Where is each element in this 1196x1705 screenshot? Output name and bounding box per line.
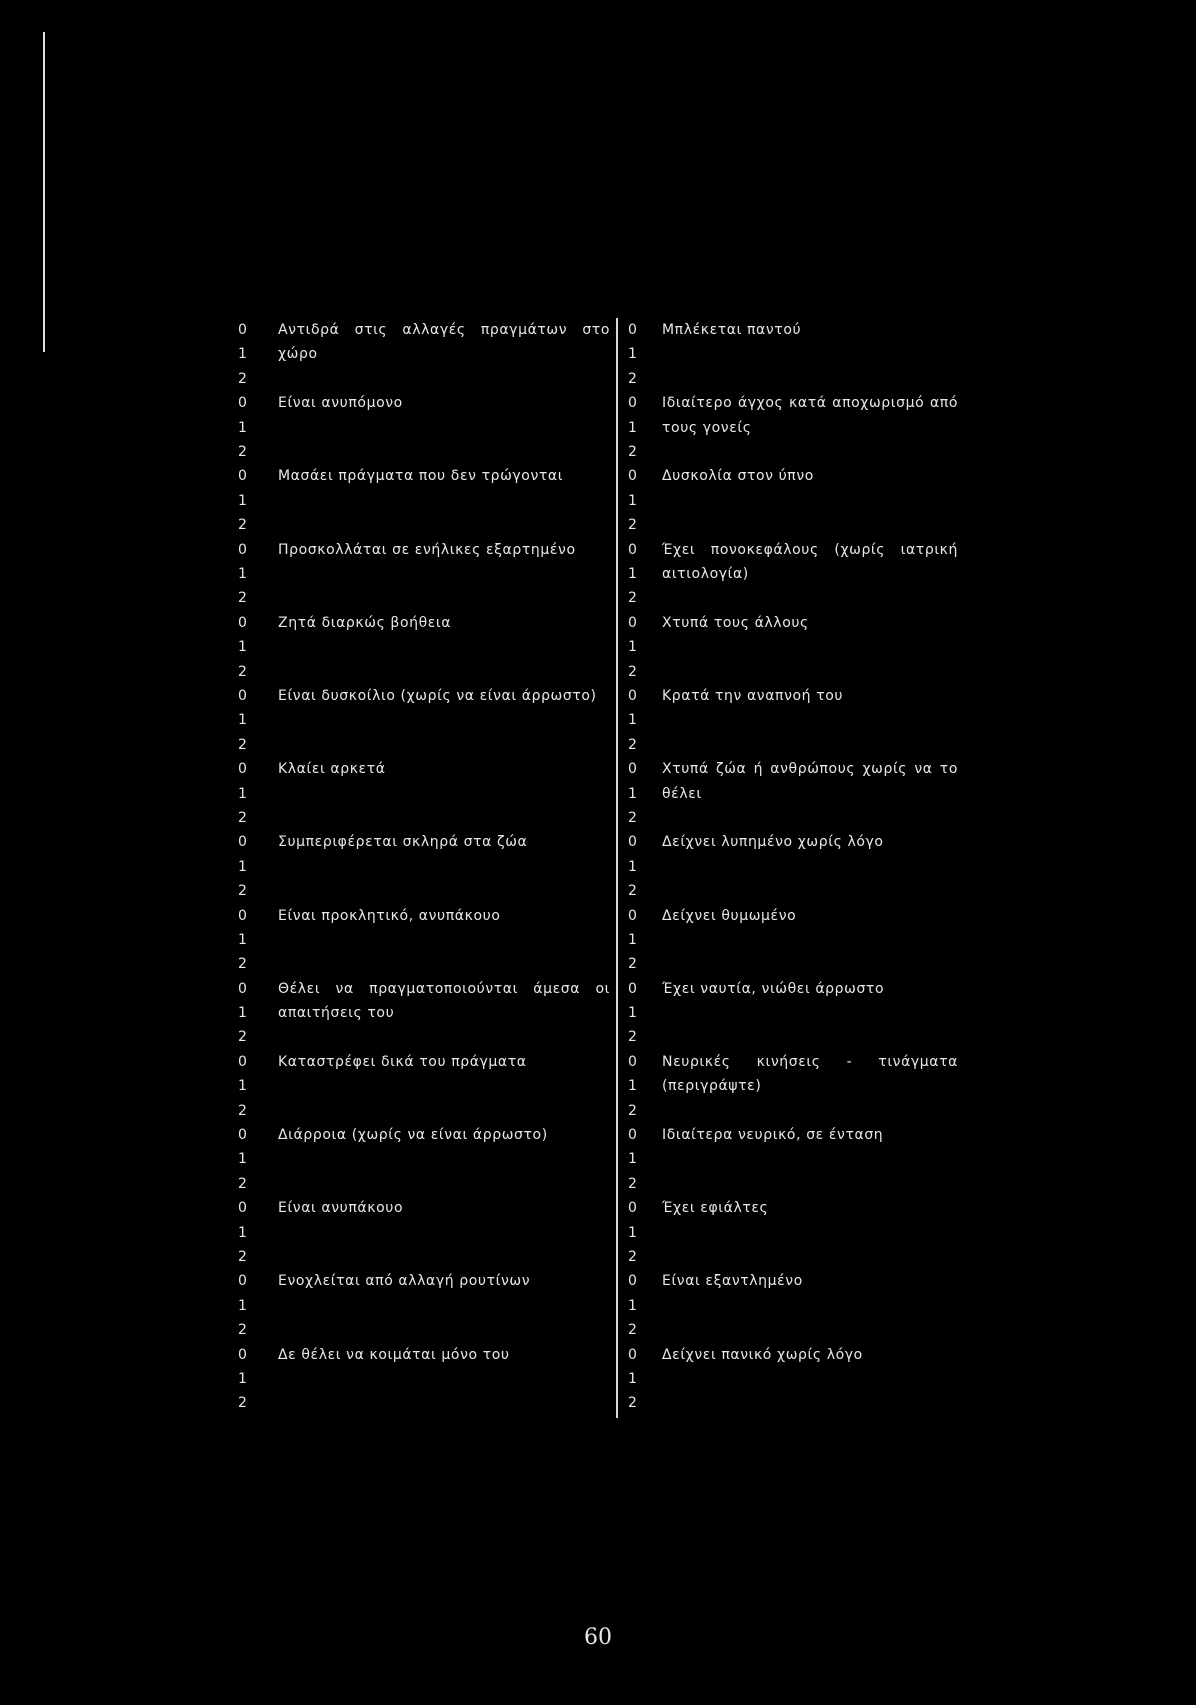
rating-option-0: 0: [628, 1273, 637, 1290]
rating-option-2: 2: [628, 663, 637, 680]
rating-option-1: 1: [238, 565, 247, 582]
rating-option-0: 0: [238, 907, 247, 924]
item-text: Χτυπά τους άλλους: [662, 614, 809, 631]
item-text: Θέλει να πραγματοποιούνται άμεσα οι απαιτήσεις του: [278, 980, 610, 1022]
rating-option-0: 0: [628, 468, 637, 485]
rating-option-1: 1: [238, 931, 247, 948]
rating-option-2: 2: [238, 663, 247, 680]
item-text: Είναι εξαντλημένο: [662, 1273, 803, 1290]
scan-edge-line: [43, 32, 45, 352]
checklist-item: [628, 1269, 958, 1342]
rating-scale: [628, 464, 648, 537]
item-text: Συμπεριφέρεται σκληρά στα ζώα: [278, 834, 528, 851]
rating-option-0: 0: [628, 1200, 637, 1217]
rating-scale: [628, 318, 648, 391]
rating-option-1: 1: [628, 1371, 637, 1388]
rating-option-1: 1: [628, 1005, 637, 1022]
item-text: Δείχνει θυμωμένο: [662, 907, 797, 924]
item-text: Έχει πονοκεφάλους (χωρίς ιατρική αιτιολογία): [662, 541, 958, 582]
checklist-item: [238, 757, 610, 830]
item-text: Διάρροια (χωρίς να είναι άρρωστο): [278, 1127, 548, 1144]
rating-option-1: 1: [238, 785, 247, 802]
rating-scale: [238, 391, 258, 464]
rating-scale: [238, 684, 258, 757]
rating-option-0: 0: [628, 322, 637, 338]
rating-option-2: 2: [628, 1102, 637, 1119]
rating-option-1: 1: [238, 346, 247, 363]
checklist-item: [238, 1050, 610, 1123]
checklist-item: [628, 1343, 958, 1416]
item-text: Έχει εφιάλτες: [662, 1200, 769, 1217]
right-column: [628, 318, 958, 1416]
rating-option-2: 2: [238, 1175, 247, 1192]
rating-option-1: 1: [238, 858, 247, 875]
rating-option-2: 2: [628, 517, 637, 534]
rating-option-1: 1: [238, 492, 247, 509]
rating-option-1: 1: [628, 785, 637, 802]
checklist-item: [628, 318, 958, 391]
rating-option-2: 2: [628, 1395, 637, 1412]
rating-option-0: 0: [628, 834, 637, 851]
rating-option-2: 2: [628, 883, 637, 900]
rating-scale: [238, 1343, 258, 1416]
checklist-item: [628, 1050, 958, 1123]
item-text: Δυσκολία στον ύπνο: [662, 468, 814, 485]
checklist-item: [238, 538, 610, 611]
rating-scale: [628, 904, 648, 977]
rating-scale: [628, 391, 648, 464]
rating-option-2: 2: [238, 956, 247, 973]
checklist-item: [628, 757, 958, 830]
rating-option-0: 0: [628, 761, 637, 778]
rating-option-0: 0: [628, 1127, 637, 1144]
rating-option-1: 1: [628, 1078, 637, 1095]
rating-option-2: 2: [628, 590, 637, 607]
rating-option-1: 1: [238, 712, 247, 729]
rating-scale: [628, 1196, 648, 1269]
rating-scale: [628, 1343, 648, 1416]
rating-scale: [238, 977, 258, 1050]
rating-option-0: 0: [628, 541, 637, 558]
rating-option-2: 2: [628, 1175, 637, 1192]
rating-option-1: 1: [628, 1297, 637, 1314]
rating-option-2: 2: [238, 736, 247, 753]
checklist-item: [628, 391, 958, 464]
rating-option-0: 0: [628, 1346, 637, 1363]
checklist-item: [628, 1123, 958, 1196]
rating-scale: [628, 977, 648, 1050]
rating-scale: [628, 684, 648, 757]
rating-option-2: 2: [628, 370, 637, 387]
checklist-item: [628, 977, 958, 1050]
item-text: Χτυπά ζώα ή ανθρώπους χωρίς να το θέλει: [662, 761, 958, 802]
item-text: Είναι ανυπόμονο: [278, 395, 403, 412]
item-text: Δείχνει πανικό χωρίς λόγο: [662, 1346, 863, 1363]
rating-option-0: 0: [238, 1127, 247, 1144]
item-text: Καταστρέφει δικά του πράγματα: [278, 1053, 527, 1070]
item-text: Έχει ναυτία, νιώθει άρρωστο: [662, 980, 885, 997]
rating-option-2: 2: [628, 1322, 637, 1339]
rating-option-0: 0: [238, 1346, 247, 1363]
item-text: Νευρικές κινήσεις - τινάγματα (περιγράψτε): [662, 1053, 958, 1095]
rating-option-2: 2: [628, 956, 637, 973]
item-text: Είναι δυσκοίλιο (χωρίς να είναι άρρωστο): [278, 687, 597, 704]
rating-option-0: 0: [628, 614, 637, 631]
rating-scale: [238, 1269, 258, 1342]
rating-option-1: 1: [628, 639, 637, 656]
item-text: Προσκολλάται σε ενήλικες εξαρτημένο: [278, 541, 576, 558]
rating-option-2: 2: [238, 1029, 247, 1046]
rating-option-2: 2: [238, 809, 247, 826]
rating-scale: [238, 464, 258, 537]
rating-option-2: 2: [628, 443, 637, 460]
rating-option-2: 2: [238, 1249, 247, 1266]
rating-scale: [238, 538, 258, 611]
checklist-item: [628, 1196, 958, 1269]
rating-option-0: 0: [238, 541, 247, 558]
rating-scale: [238, 1123, 258, 1196]
rating-scale: [628, 611, 648, 684]
item-text: Μασάει πράγματα που δεν τρώγονται: [278, 468, 564, 485]
rating-option-1: 1: [238, 1371, 247, 1388]
rating-option-1: 1: [238, 1297, 247, 1314]
checklist-item: [238, 684, 610, 757]
rating-option-2: 2: [628, 1249, 637, 1266]
rating-option-1: 1: [628, 492, 637, 509]
rating-option-0: 0: [238, 1200, 247, 1217]
rating-option-2: 2: [238, 1322, 247, 1339]
checklist-item: [238, 1196, 610, 1269]
checklist-item: [238, 830, 610, 903]
rating-option-2: 2: [238, 370, 247, 387]
item-text: Μπλέκεται παντού: [662, 322, 802, 338]
rating-option-0: 0: [238, 834, 247, 851]
checklist-item: [238, 977, 610, 1050]
item-text: Αντιδρά στις αλλαγές πραγμάτων στο χώρο: [278, 322, 610, 363]
item-text: Ενοχλείται από αλλαγή ρουτίνων: [278, 1273, 531, 1290]
rating-option-2: 2: [238, 443, 247, 460]
checklist-item: [238, 611, 610, 684]
column-divider: [616, 318, 618, 1418]
rating-option-1: 1: [628, 1224, 637, 1241]
left-column: [238, 318, 610, 1416]
rating-scale: [238, 1196, 258, 1269]
rating-option-2: 2: [628, 1029, 637, 1046]
checklist-item: [238, 464, 610, 537]
checklist-item: [238, 1269, 610, 1342]
item-text: Ιδιαίτερα νευρικό, σε ένταση: [662, 1127, 884, 1144]
rating-scale: [628, 1269, 648, 1342]
rating-option-1: 1: [628, 931, 637, 948]
rating-option-0: 0: [628, 395, 637, 412]
checklist-item: [238, 1343, 610, 1416]
rating-option-0: 0: [238, 687, 247, 704]
checklist-item: [628, 830, 958, 903]
rating-option-0: 0: [628, 687, 637, 704]
checklist-item: [238, 318, 610, 391]
item-text: Κλαίει αρκετά: [278, 761, 386, 778]
rating-option-1: 1: [238, 1005, 247, 1022]
item-text: Είναι προκλητικό, ανυπάκουο: [278, 907, 501, 924]
rating-scale: [628, 538, 648, 611]
item-text: Δε θέλει να κοιμάται μόνο του: [278, 1346, 510, 1363]
rating-option-1: 1: [628, 419, 637, 436]
checklist-item: [628, 464, 958, 537]
rating-option-0: 0: [238, 1273, 247, 1290]
rating-scale: [238, 318, 258, 391]
rating-option-1: 1: [238, 419, 247, 436]
rating-option-0: 0: [238, 614, 247, 631]
rating-option-1: 1: [238, 1151, 247, 1168]
rating-option-0: 0: [238, 761, 247, 778]
rating-scale: [238, 1050, 258, 1123]
rating-option-0: 0: [628, 907, 637, 924]
checklist-item: [628, 538, 958, 611]
rating-option-2: 2: [628, 736, 637, 753]
checklist-item: [628, 904, 958, 977]
checklist-item: [238, 391, 610, 464]
rating-option-0: 0: [238, 322, 247, 338]
rating-scale: [628, 1123, 648, 1196]
rating-option-2: 2: [238, 590, 247, 607]
rating-option-1: 1: [628, 565, 637, 582]
rating-scale: [238, 757, 258, 830]
rating-option-1: 1: [238, 639, 247, 656]
item-text: Είναι ανυπάκουο: [278, 1200, 404, 1217]
checklist-item: [238, 904, 610, 977]
checklist-item: [628, 684, 958, 757]
rating-scale: [628, 757, 648, 830]
rating-option-1: 1: [628, 346, 637, 363]
rating-option-2: 2: [238, 883, 247, 900]
rating-scale: [238, 830, 258, 903]
rating-scale: [238, 904, 258, 977]
checklist-item: [238, 1123, 610, 1196]
item-text: Κρατά την αναπνοή του: [662, 687, 844, 704]
rating-option-0: 0: [238, 395, 247, 412]
item-text: Ζητά διαρκώς βοήθεια: [278, 614, 452, 631]
page-number: 60: [584, 1625, 612, 1650]
rating-scale: [628, 830, 648, 903]
rating-option-0: 0: [238, 1053, 247, 1070]
rating-option-2: 2: [238, 1102, 247, 1119]
rating-option-1: 1: [238, 1078, 247, 1095]
rating-scale: [628, 1050, 648, 1123]
checklist-item: [628, 611, 958, 684]
rating-scale: [238, 611, 258, 684]
rating-option-0: 0: [238, 980, 247, 997]
rating-option-2: 2: [238, 1395, 247, 1412]
rating-option-0: 0: [238, 468, 247, 485]
rating-option-1: 1: [628, 712, 637, 729]
item-text: Δείχνει λυπημένο χωρίς λόγο: [662, 834, 884, 851]
rating-option-0: 0: [628, 980, 637, 997]
rating-option-1: 1: [238, 1224, 247, 1241]
rating-option-2: 2: [238, 517, 247, 534]
rating-option-0: 0: [628, 1053, 637, 1070]
rating-option-1: 1: [628, 858, 637, 875]
rating-option-1: 1: [628, 1151, 637, 1168]
item-text: Ιδιαίτερο άγχος κατά αποχωρισμό από τους γονείς: [662, 395, 958, 436]
rating-option-2: 2: [628, 809, 637, 826]
